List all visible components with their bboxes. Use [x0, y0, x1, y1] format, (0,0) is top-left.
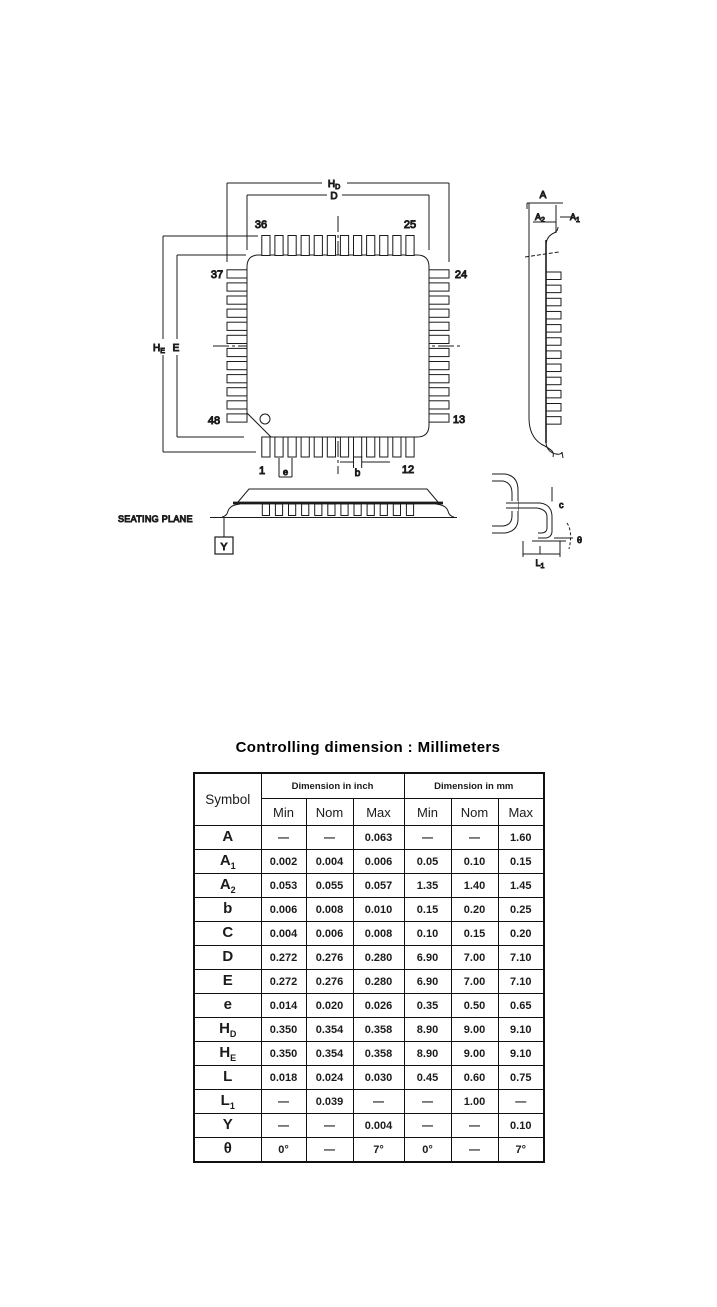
dim-hd-label: $H_D$: [327, 179, 341, 191]
pin-24-label: 24: [454, 269, 468, 281]
inch-group-header: Dimension in inch: [261, 773, 404, 799]
value-cell: 0.057: [353, 874, 404, 898]
dimension-table: [193, 772, 545, 1163]
pin-1-label: 1: [258, 465, 266, 477]
value-cell: 0.272: [261, 970, 306, 994]
table-row: [194, 826, 544, 850]
table-row: [194, 1042, 544, 1066]
table-row: [194, 994, 544, 1018]
value-cell: —: [404, 826, 451, 850]
mm-max-header: Max: [498, 799, 544, 826]
value-cell: 7.10: [498, 946, 544, 970]
value-cell: 0.358: [353, 1018, 404, 1042]
value-cell: 0.15: [451, 922, 498, 946]
value-cell: —: [451, 1114, 498, 1138]
pin-36-label: 36: [254, 219, 268, 231]
value-cell: 0.10: [404, 922, 451, 946]
value-cell: 0.030: [353, 1066, 404, 1090]
value-cell: —: [306, 1114, 353, 1138]
value-cell: —: [451, 826, 498, 850]
dim-a2-label: $A_2$: [535, 212, 545, 224]
value-cell: 9.10: [498, 1018, 544, 1042]
value-cell: 0.280: [353, 946, 404, 970]
seating-plane-label: SEATING PLANE: [118, 514, 193, 524]
symbol-cell: C: [194, 922, 261, 946]
value-cell: 0.15: [498, 850, 544, 874]
value-cell: 0.60: [451, 1066, 498, 1090]
value-cell: 0.10: [498, 1114, 544, 1138]
dim-l1-label: $L_1$: [535, 558, 545, 570]
symbol-cell: A: [194, 826, 261, 850]
symbol-cell: θ: [194, 1138, 261, 1163]
dim-e-pitch-label: e: [282, 467, 289, 477]
value-cell: 0.002: [261, 850, 306, 874]
value-cell: 0.20: [451, 898, 498, 922]
value-cell: 1.45: [498, 874, 544, 898]
value-cell: 0.280: [353, 970, 404, 994]
value-cell: 0.018: [261, 1066, 306, 1090]
value-cell: 9.00: [451, 1018, 498, 1042]
table-row: [194, 1114, 544, 1138]
value-cell: 0.50: [451, 994, 498, 1018]
value-cell: —: [306, 1138, 353, 1163]
value-cell: 7.00: [451, 970, 498, 994]
table-row: [194, 898, 544, 922]
value-cell: 8.90: [404, 1018, 451, 1042]
value-cell: 0.25: [498, 898, 544, 922]
value-cell: 0.276: [306, 970, 353, 994]
value-cell: —: [261, 826, 306, 850]
symbol-cell: $L_1$: [194, 1090, 261, 1114]
value-cell: 0.354: [306, 1018, 353, 1042]
value-cell: 9.10: [498, 1042, 544, 1066]
value-cell: 0.35: [404, 994, 451, 1018]
symbol-cell: e: [194, 994, 261, 1018]
pin-37-label: 37: [210, 269, 224, 281]
value-cell: 0.006: [306, 922, 353, 946]
page-title: Controlling dimension : Millimeters: [235, 739, 501, 756]
pin-25-label: 25: [403, 219, 417, 231]
value-cell: 0.350: [261, 1042, 306, 1066]
value-cell: 0.65: [498, 994, 544, 1018]
value-cell: 1.00: [451, 1090, 498, 1114]
value-cell: —: [261, 1114, 306, 1138]
package-outline-drawing: [0, 0, 717, 640]
value-cell: 0.006: [261, 898, 306, 922]
value-cell: 6.90: [404, 946, 451, 970]
seat-leads: [262, 504, 413, 516]
value-cell: 0.350: [261, 1018, 306, 1042]
value-cell: 0.10: [451, 850, 498, 874]
inch-min-header: Min: [261, 799, 306, 826]
seating-plane-view: [118, 489, 457, 554]
table-row: [194, 1066, 544, 1090]
symbol-cell: E: [194, 970, 261, 994]
value-cell: 0.039: [306, 1090, 353, 1114]
value-cell: 0°: [404, 1138, 451, 1163]
value-cell: —: [498, 1090, 544, 1114]
value-cell: 0.20: [498, 922, 544, 946]
value-cell: 7°: [353, 1138, 404, 1163]
inch-nom-header: Nom: [306, 799, 353, 826]
value-cell: 7.10: [498, 970, 544, 994]
symbol-cell: D: [194, 946, 261, 970]
table-row: [194, 946, 544, 970]
value-cell: —: [404, 1114, 451, 1138]
value-cell: 0.004: [353, 1114, 404, 1138]
value-cell: 0.272: [261, 946, 306, 970]
pin-48-label: 48: [207, 415, 221, 427]
dim-e-body-label: E: [172, 343, 180, 354]
mm-nom-header: Nom: [451, 799, 498, 826]
dim-c-label: c: [559, 500, 564, 510]
dim-a-label: A: [539, 190, 547, 201]
value-cell: 0.004: [306, 850, 353, 874]
value-cell: 0.020: [306, 994, 353, 1018]
dim-a1-label: $A_1$: [570, 212, 580, 224]
dim-he-label: $H_E$: [153, 343, 165, 355]
table-row: [194, 970, 544, 994]
value-cell: 1.35: [404, 874, 451, 898]
value-cell: 0.75: [498, 1066, 544, 1090]
symbol-cell: $H_D$: [194, 1018, 261, 1042]
symbol-cell: $H_E$: [194, 1042, 261, 1066]
value-cell: 0.008: [353, 922, 404, 946]
side-view: [525, 190, 580, 458]
dim-theta-label: θ: [577, 535, 583, 545]
table-row: [194, 850, 544, 874]
symbol-column-header: Symbol: [194, 773, 261, 826]
value-cell: 0.45: [404, 1066, 451, 1090]
value-cell: 0.15: [404, 898, 451, 922]
value-cell: 0.014: [261, 994, 306, 1018]
value-cell: —: [353, 1090, 404, 1114]
value-cell: 0.004: [261, 922, 306, 946]
table-row: [194, 1090, 544, 1114]
value-cell: 6.90: [404, 970, 451, 994]
value-cell: 1.60: [498, 826, 544, 850]
value-cell: 0.024: [306, 1066, 353, 1090]
mm-min-header: Min: [404, 799, 451, 826]
pin1-indicator: [260, 414, 270, 424]
symbol-cell: $A_1$: [194, 850, 261, 874]
pin-12-label: 12: [401, 464, 415, 476]
value-cell: 1.40: [451, 874, 498, 898]
value-cell: 0.055: [306, 874, 353, 898]
mm-group-header: Dimension in mm: [404, 773, 544, 799]
symbol-cell: b: [194, 898, 261, 922]
side-leads: [546, 272, 561, 424]
value-cell: 7°: [498, 1138, 544, 1163]
datum-y-label: Y: [220, 542, 228, 553]
value-cell: 0.010: [353, 898, 404, 922]
package-body: [247, 255, 429, 437]
value-cell: 9.00: [451, 1042, 498, 1066]
table-row: [194, 922, 544, 946]
value-cell: 0.358: [353, 1042, 404, 1066]
value-cell: 0.354: [306, 1042, 353, 1066]
symbol-cell: Y: [194, 1114, 261, 1138]
value-cell: 0.006: [353, 850, 404, 874]
value-cell: —: [451, 1138, 498, 1163]
value-cell: 0°: [261, 1138, 306, 1163]
table-row: [194, 874, 544, 898]
symbol-cell: L: [194, 1066, 261, 1090]
value-cell: 8.90: [404, 1042, 451, 1066]
value-cell: 0.05: [404, 850, 451, 874]
value-cell: —: [306, 826, 353, 850]
dim-b-label: b: [354, 468, 361, 479]
pin-13-label: 13: [452, 414, 466, 426]
dim-d-label: D: [330, 191, 338, 202]
value-cell: —: [404, 1090, 451, 1114]
symbol-cell: $A_2$: [194, 874, 261, 898]
lead-detail-view: [492, 474, 582, 570]
value-cell: 7.00: [451, 946, 498, 970]
value-cell: 0.063: [353, 826, 404, 850]
value-cell: 0.026: [353, 994, 404, 1018]
top-view: [153, 179, 467, 479]
value-cell: 0.053: [261, 874, 306, 898]
inch-max-header: Max: [353, 799, 404, 826]
value-cell: —: [261, 1090, 306, 1114]
value-cell: 0.008: [306, 898, 353, 922]
table-row: [194, 1138, 544, 1163]
value-cell: 0.276: [306, 946, 353, 970]
table-row: [194, 1018, 544, 1042]
